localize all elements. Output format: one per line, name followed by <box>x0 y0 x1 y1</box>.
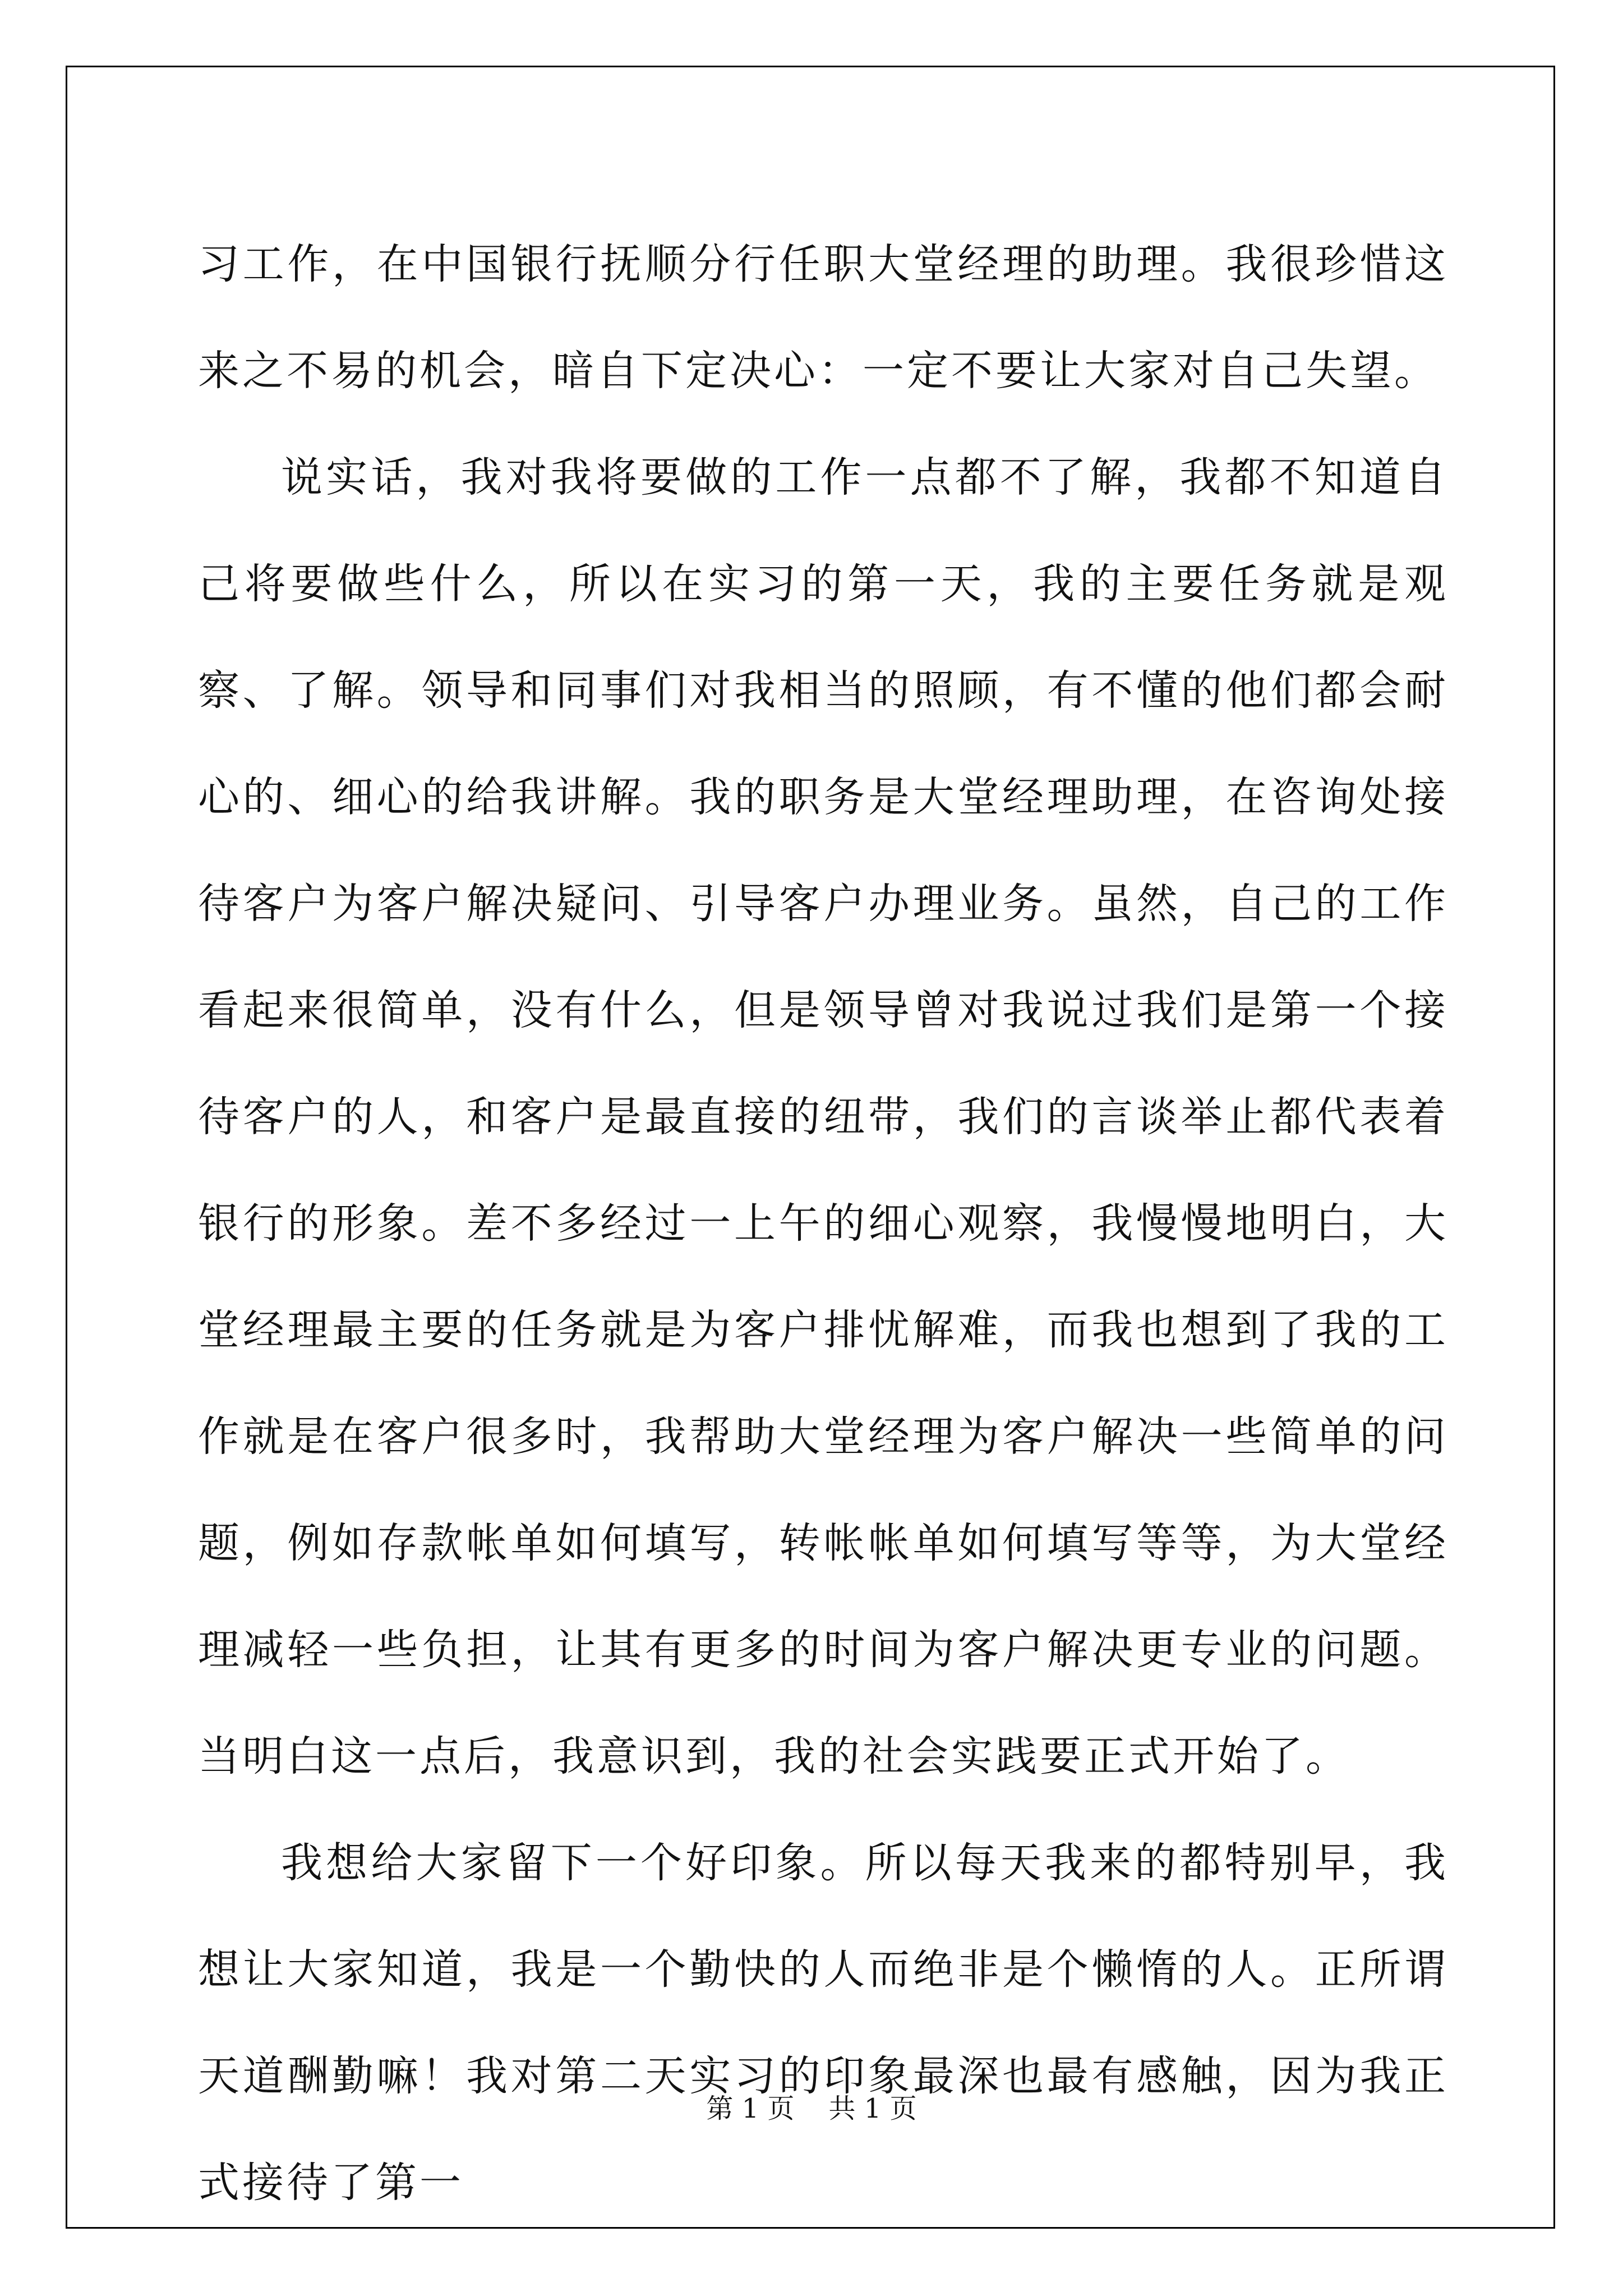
paragraph-3: 我想给大家留下一个好印象。所以每天我来的都特别早，我想让大家知道，我是一个勤快的人而绝非是个懒惰的人。正所谓天道酬勤嘛！我对第二天实习的印象最深也最有感触，因为我正式接待了第一 <box>198 1839 1449 2207</box>
paragraph-2: 说实话，我对我将要做的工作一点都不了解，我都不知道自己将要做些什么，所以在实习的第一天，我的主要任务就是观察、了解。领导和同事们对我相当的照顾，有不懂的他们都会耐心的、细心的给我讲解。我的职务是大堂经理助理，在咨询处接待客户为客户解决疑问、引导客户办理业务。虽然，自己的工作看起来很简单，没有什么，但是领导曾对我说过我们是第一个接待客户的人，和客户是最直接的纽带，我们的言谈举止都代表着银行的形象。差不多经过一上午的细心观察，我慢慢地明白，大堂经理最主要的任务就是为客户排忧解难，而我也想到了我的工作就是在客户很多时，我帮助大堂经理为客户解决一些简单的问题，例如存款帐单如何填写，转帐帐单如何填写等等，为大堂经理减轻一些负担，让其有更多的时间为客户解决更专业的问题。当明白这一点后，我意识到，我的社会实践要正式开始了。 <box>198 453 1449 1780</box>
paragraph-1: 习工作，在中国银行抚顺分行任职大堂经理的助理。我很珍惜这来之不易的机会，暗自下定决心：一定不要让大家对自己失望。 <box>198 240 1449 395</box>
page-footer: 第 1 页 共 1 页 <box>706 2093 917 2124</box>
document-body <box>198 211 1449 2236</box>
